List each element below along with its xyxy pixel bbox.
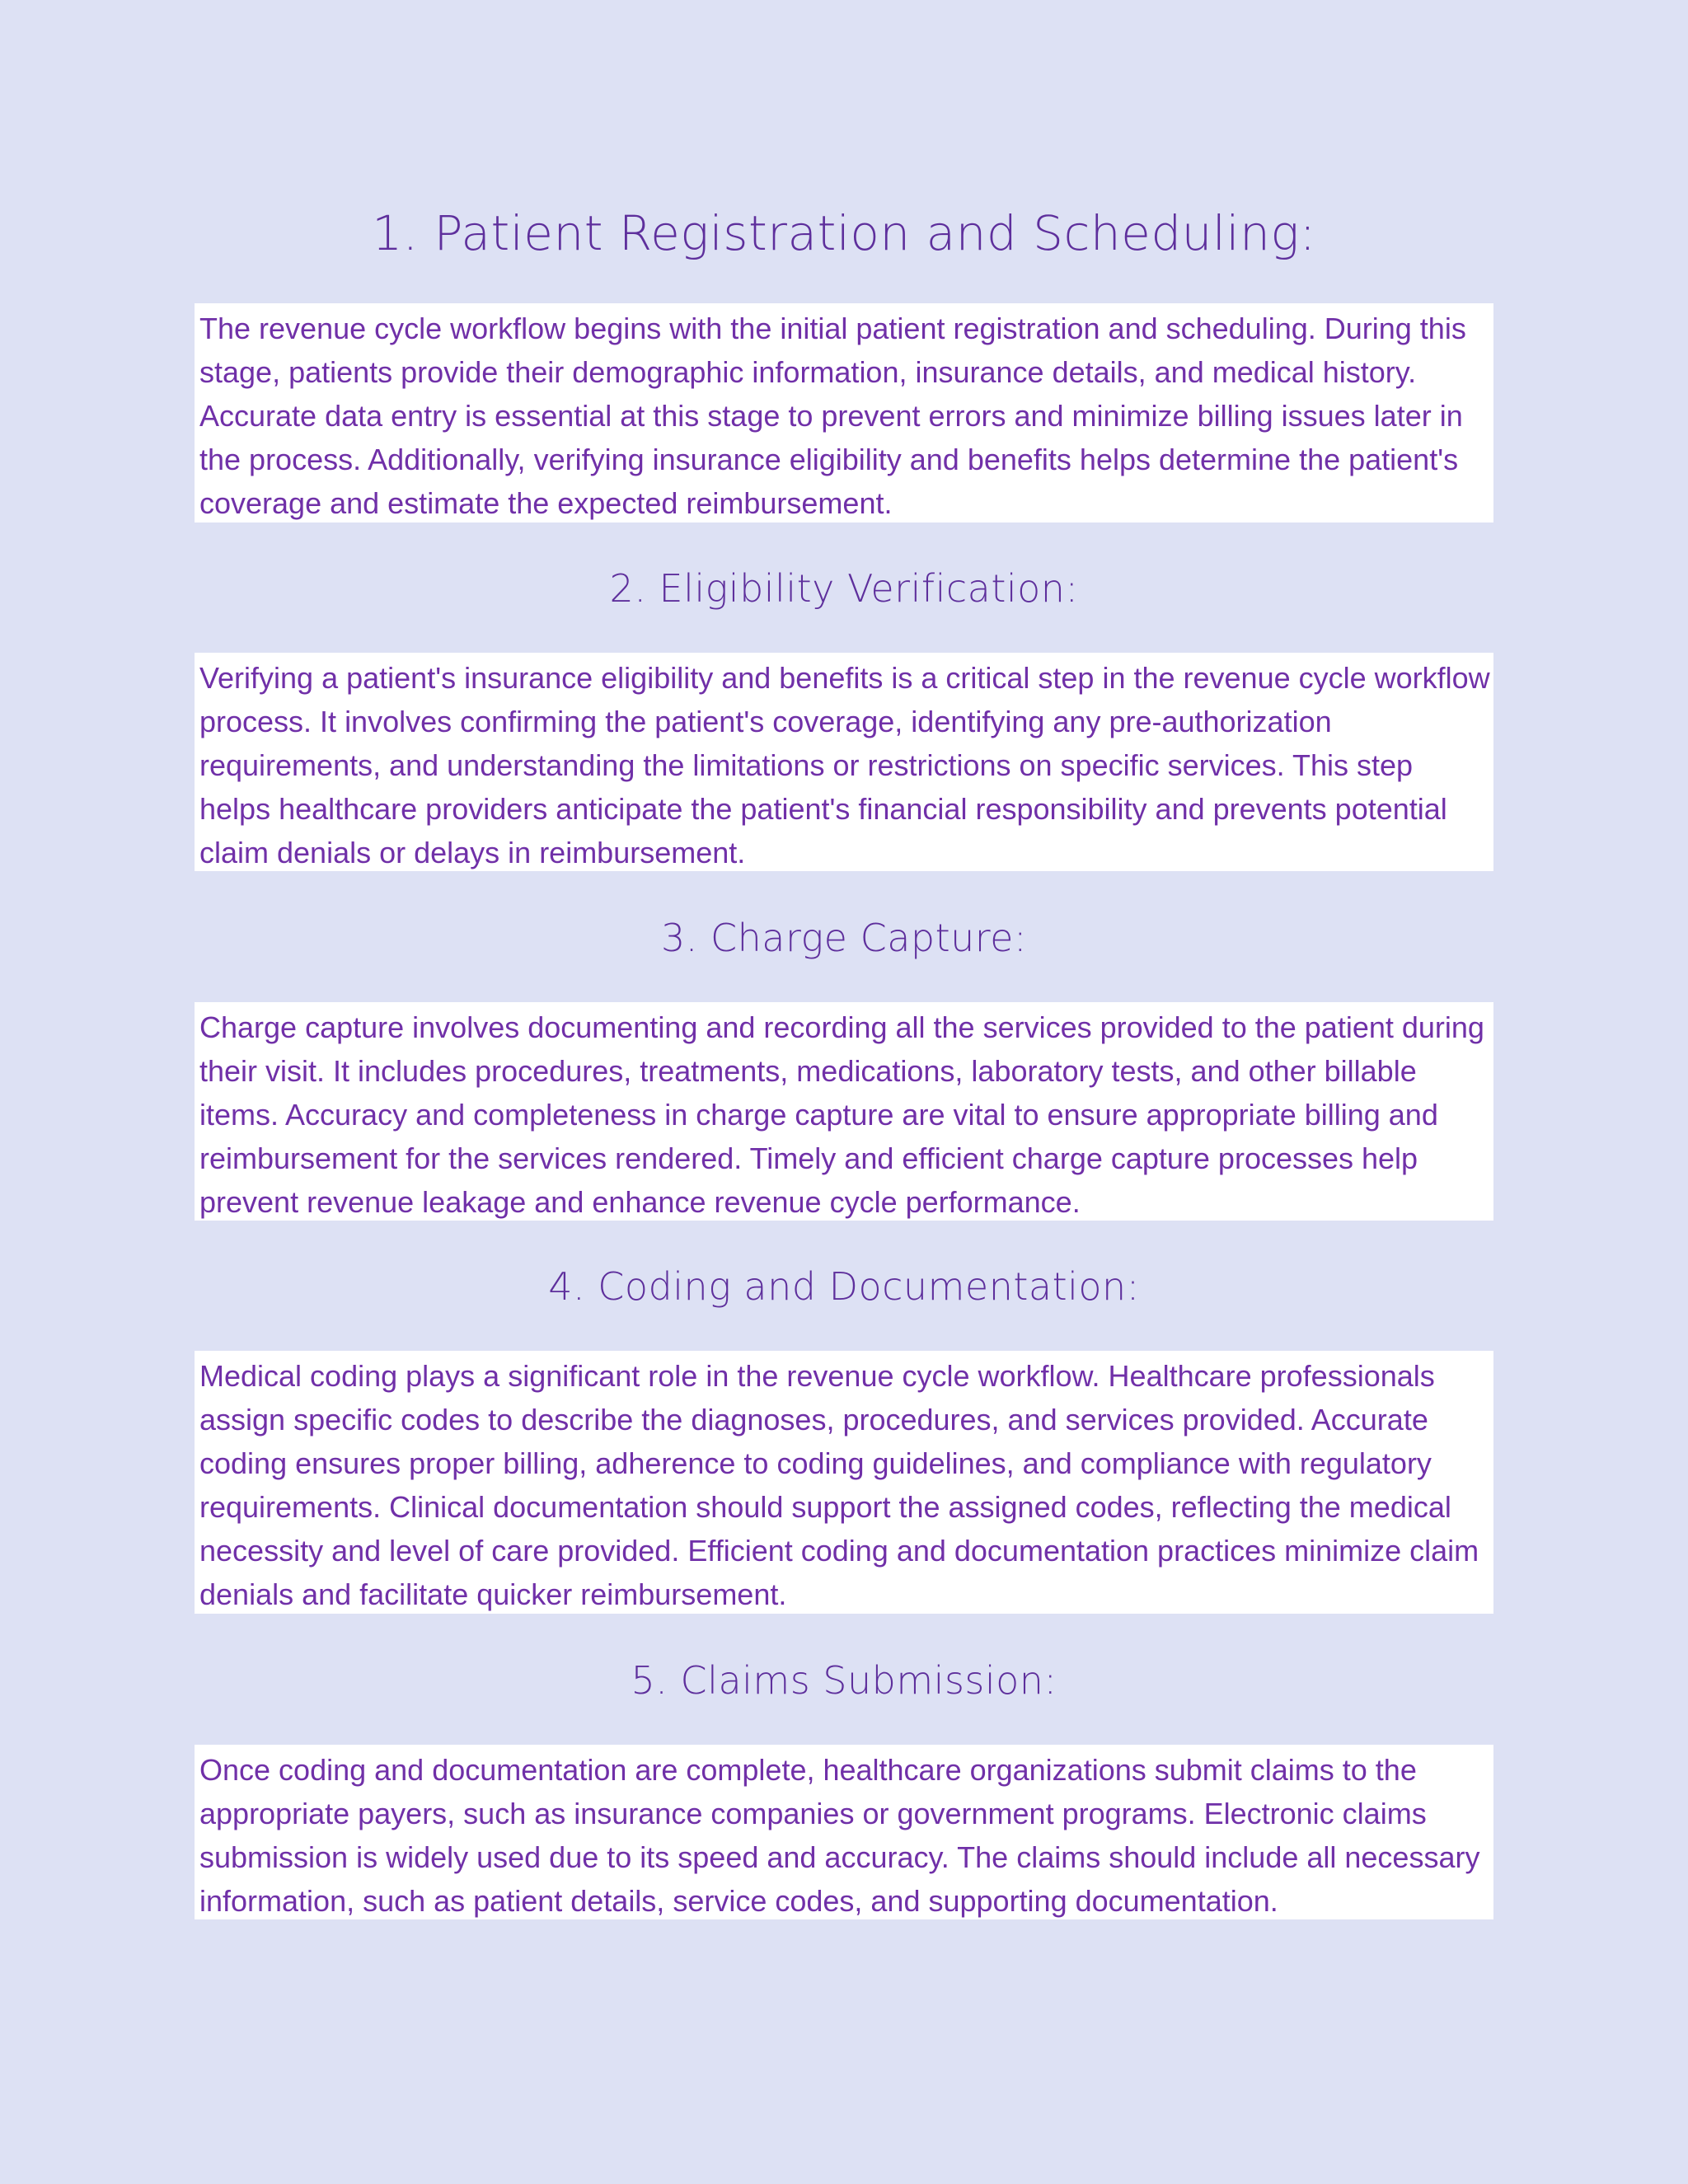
section-3-paragraph: Charge capture involves documenting and recording all the services provided to the patient during their visit. It includes procedures, treatments, medications, laboratory tests, and other billable items. Accuracy and completeness in charge capture are vital to ensure appropriate billing and reimbursement for the services rendered. Timely and efficient charge capture processes help prevent revenue leakage and enhance revenue cycle performance. [195, 1002, 1493, 1221]
section-1-heading: 1. Patient Registration and Scheduling: [372, 205, 1316, 261]
section-4-paragraph: Medical coding plays a significant role in the revenue cycle workflow. Healthcare professionals assign specific codes to describe the diagnoses, procedures, and services provided. Accurate coding ensures proper billing, adherence to coding guidelines, and compliance with regulatory requirements. Clinical documentation should support the assigned codes, reflecting the medical necessity and level of care provided. Efficient coding and documentation practices minimize claim denials and facilitate quicker reimbursement. [195, 1351, 1493, 1614]
section-4-heading: 4. Coding and Documentation: [548, 1264, 1140, 1309]
section-3-heading: 3. Charge Capture: [660, 916, 1027, 960]
section-5-paragraph: Once coding and documentation are complete, healthcare organizations submit claims to the appropriate payers, such as insurance companies or government programs. Electronic claims submission is widely used due to its speed and accuracy. The claims should include all necessary information, such as patient details, service codes, and supporting documentation. [195, 1745, 1493, 1919]
section-5-heading: 5. Claims Submission: [631, 1658, 1057, 1703]
section-2-heading: 2. Eligibility Verification: [609, 566, 1079, 611]
section-2-paragraph: Verifying a patient's insurance eligibility and benefits is a critical step in the revenue cycle workflow process. It involves confirming the patient's coverage, identifying any pre-authorization requirements, and understanding the limitations or restrictions on specific services. This step helps healthcare providers anticipate the patient's financial responsibility and prevents potential claim denials or delays in reimbursement. [195, 653, 1493, 871]
section-1-paragraph: The revenue cycle workflow begins with the initial patient registration and scheduling. During this stage, patients provide their demographic information, insurance details, and medical history. Accurate data entry is essential at this stage to prevent errors and minimize billing issues later in the process. Additionally, verifying insurance eligibility and benefits helps determine the patient's coverage and estimate the expected reimbursement. [195, 303, 1493, 523]
